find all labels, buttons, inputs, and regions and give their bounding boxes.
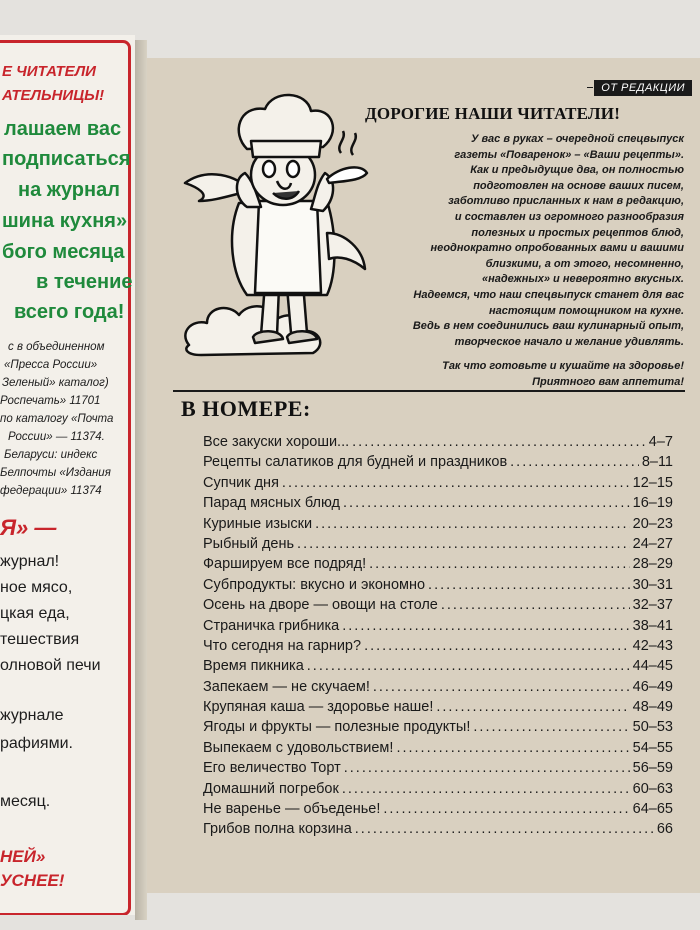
toc-item-title: Ягоды и фрукты — полезные продукты! bbox=[203, 719, 471, 736]
editorial-line: творческое начало и желание удивлять. bbox=[454, 335, 684, 348]
toc-item-pages: 8–11 bbox=[641, 454, 673, 471]
editorial-closing bbox=[354, 358, 684, 390]
editorial-line: настоящим помощником на кухне. bbox=[488, 304, 684, 317]
toc-item-title: Страничка грибника bbox=[203, 617, 340, 634]
toc-title: В НОМЕРЕ: bbox=[181, 396, 311, 421]
toc-item-leader bbox=[369, 556, 630, 572]
toc-item bbox=[203, 516, 673, 536]
toc-item-leader bbox=[510, 454, 639, 470]
left-body-line-10: месяц. bbox=[0, 793, 51, 810]
left-small-line-8: Белпочты «Издания bbox=[0, 467, 111, 479]
toc-item bbox=[203, 475, 673, 495]
toc-item-leader bbox=[428, 577, 630, 593]
left-green-line-5: бого месяца bbox=[2, 241, 125, 263]
toc-item-title: Домашний погребок bbox=[203, 780, 339, 797]
toc-item-title: Все закуски хороши... bbox=[203, 434, 350, 450]
toc-item-leader bbox=[373, 679, 630, 695]
section-tag: ОТ РЕДАКЦИИ bbox=[594, 80, 692, 96]
toc-item-leader bbox=[364, 638, 630, 654]
toc-item-pages: 66 bbox=[656, 821, 673, 838]
toc-item-pages: 30–31 bbox=[632, 576, 673, 593]
left-body-line-7: журнале bbox=[0, 707, 64, 724]
left-green-line-3: на журнал bbox=[18, 179, 120, 201]
toc-item-title: Рецепты салатиков для будней и праздников bbox=[203, 454, 508, 471]
toc-item-leader bbox=[383, 801, 629, 817]
left-bottom-line-2: УСНЕЕ! bbox=[0, 871, 65, 890]
toc-item-leader bbox=[315, 516, 630, 532]
toc-item-pages: 46–49 bbox=[632, 678, 673, 695]
left-body-line-2: ное мясо, bbox=[0, 579, 73, 596]
toc-item-title: Фаршируем все подряд! bbox=[203, 556, 367, 573]
editorial-line: газеты «Поваренок» – «Ваши рецепты». bbox=[454, 148, 684, 161]
editorial-line: неоднократно опробованных вами и вашими bbox=[430, 242, 684, 255]
toc-item bbox=[203, 597, 673, 617]
left-small-line-5: по каталогу «Почта bbox=[0, 413, 114, 425]
section-divider bbox=[173, 390, 685, 392]
toc-item bbox=[203, 781, 673, 801]
toc-item-pages: 24–27 bbox=[632, 535, 673, 552]
page-spine bbox=[135, 40, 147, 920]
toc-item-leader bbox=[344, 760, 630, 776]
toc-item-leader bbox=[436, 699, 629, 715]
toc-item-pages: 64–65 bbox=[632, 801, 673, 818]
left-green-line-2: подписаться bbox=[2, 148, 131, 170]
toc-item-pages: 56–59 bbox=[632, 760, 673, 777]
left-body-line-1: журнал! bbox=[0, 553, 60, 570]
toc-item bbox=[203, 719, 673, 739]
toc-item bbox=[203, 454, 673, 474]
section-tag-line bbox=[587, 87, 593, 88]
editorial-line: полезных и простых рецептов блюд, bbox=[471, 226, 684, 239]
toc-item-title: Грибов полна корзина bbox=[203, 821, 352, 838]
toc-item bbox=[203, 760, 673, 780]
toc-item-leader bbox=[307, 658, 630, 674]
toc-item-title: Его величество Торт bbox=[203, 760, 341, 777]
toc-item-pages: 50–53 bbox=[632, 719, 673, 736]
left-red-line-2: АТЕЛЬНИЦЫ! bbox=[2, 87, 105, 104]
editorial-closing-line: Приятного вам аппетита! bbox=[532, 376, 684, 388]
toc-item-title: Выпекаем с удовольствием! bbox=[203, 739, 394, 756]
toc-item-title: Время пикника bbox=[203, 658, 304, 675]
toc-item-title: Парад мясных блюд bbox=[203, 495, 341, 512]
toc-item-leader bbox=[297, 536, 630, 552]
toc-item-title: Супчик дня bbox=[203, 474, 279, 491]
left-small-line-1: с в объединенном bbox=[8, 341, 105, 353]
editorial-body bbox=[354, 132, 684, 350]
editorial-title: ДОРОГИЕ НАШИ ЧИТАТЕЛИ! bbox=[365, 104, 621, 123]
left-body-line-8: рафиями. bbox=[0, 735, 73, 752]
right-page bbox=[147, 58, 700, 893]
toc-item bbox=[203, 740, 673, 760]
left-body-line-5: олновой печи bbox=[0, 657, 101, 674]
toc-item-pages: 16–19 bbox=[632, 495, 673, 512]
left-small-line-7: Беларуси: индекс bbox=[4, 449, 98, 461]
left-red-line-1: Е ЧИТАТЕЛИ bbox=[2, 63, 96, 80]
left-body-line-4: тешествия bbox=[0, 631, 80, 648]
toc-item-leader bbox=[342, 781, 630, 797]
toc-item bbox=[203, 821, 673, 841]
toc-item-title: Не варенье — объеденье! bbox=[203, 801, 381, 818]
editorial-line: Как и предыдущие два, он полностью bbox=[470, 164, 684, 177]
toc-item-pages: 60–63 bbox=[632, 780, 673, 797]
toc-item-pages: 44–45 bbox=[632, 658, 673, 675]
left-small-line-3: Зеленый» каталог) bbox=[2, 377, 109, 389]
toc-item-leader bbox=[282, 475, 630, 491]
editorial-line: Ведь в нем соединились ваш кулинарный опыт, bbox=[412, 320, 684, 333]
toc-item-leader bbox=[352, 434, 646, 450]
left-green-line-4: шина кухня» bbox=[2, 210, 128, 232]
toc-item-title: Что сегодня на гарнир? bbox=[203, 637, 362, 654]
left-small-line-4: Роспечать» 11701 bbox=[0, 395, 101, 407]
left-bottom-line-1: НЕЙ» bbox=[0, 847, 46, 866]
toc-item bbox=[203, 638, 673, 658]
toc-item-pages: 4–7 bbox=[648, 434, 673, 450]
toc-item-leader bbox=[355, 821, 654, 837]
toc-item-title: Куриные изыски bbox=[203, 515, 313, 532]
toc-item-title: Субпродукты: вкусно и экономно bbox=[203, 576, 426, 593]
toc-item bbox=[203, 556, 673, 576]
editorial-line: близкими, а от этого, несомненно, bbox=[485, 257, 684, 270]
toc-item bbox=[203, 801, 673, 821]
left-green-line-1: лашаем вас bbox=[4, 118, 122, 140]
left-green-line-6: в течение bbox=[36, 271, 133, 293]
toc-item-leader bbox=[396, 740, 629, 756]
toc-item bbox=[203, 699, 673, 719]
left-page bbox=[0, 35, 135, 915]
editorial-closing-line: Так что готовьте и кушайте на здоровье! bbox=[442, 360, 684, 372]
toc-item bbox=[203, 658, 673, 678]
toc-item-title: Запекаем — не скучаем! bbox=[203, 678, 370, 695]
toc-item bbox=[203, 495, 673, 515]
editorial-line: подготовлен на основе ваших писем, bbox=[473, 179, 684, 192]
toc-item-pages: 32–37 bbox=[632, 597, 673, 614]
left-green-line-7: всего года! bbox=[14, 301, 125, 323]
toc-item-pages: 20–23 bbox=[632, 515, 673, 532]
toc-item bbox=[203, 679, 673, 699]
toc-list bbox=[203, 434, 673, 842]
toc-item-leader bbox=[343, 495, 630, 511]
toc-item-pages: 42–43 bbox=[632, 637, 673, 654]
left-small-line-2: «Пресса России» bbox=[4, 359, 98, 371]
editorial-line: «надежных» и невероятно вкусных. bbox=[481, 273, 684, 286]
editorial-line: и составлен из огромного разнообразия bbox=[454, 210, 684, 223]
toc-item-leader bbox=[473, 719, 629, 735]
toc-item-title: Рыбный день bbox=[203, 535, 295, 552]
toc-item-pages: 38–41 bbox=[632, 617, 673, 634]
toc-item bbox=[203, 434, 673, 454]
left-body-line-3: цкая еда, bbox=[0, 605, 70, 622]
toc-item bbox=[203, 577, 673, 597]
left-small-line-9: федерации» 11374 bbox=[0, 485, 102, 497]
left-red-heading: Я» — bbox=[0, 515, 57, 540]
chef-illustration bbox=[177, 83, 377, 363]
toc-item-leader bbox=[441, 597, 630, 613]
toc-item-pages: 54–55 bbox=[632, 739, 673, 756]
toc-item bbox=[203, 536, 673, 556]
editorial-line: заботливо присланных к нам в редакцию, bbox=[448, 195, 684, 208]
toc-item-leader bbox=[342, 618, 629, 634]
editorial-line: У вас в руках – очередной спецвыпуск bbox=[471, 133, 684, 145]
toc-item-pages: 28–29 bbox=[632, 556, 673, 573]
toc-item-pages: 48–49 bbox=[632, 699, 673, 716]
left-small-line-6: России» — 11374. bbox=[8, 431, 105, 443]
editorial-line: Надеемся, что наш спецвыпуск станет для вас bbox=[413, 288, 684, 301]
toc-item-title: Осень на дворе — овощи на столе bbox=[203, 597, 438, 614]
toc-item bbox=[203, 618, 673, 638]
toc-item-title: Крупяная каша — здоровье наше! bbox=[203, 699, 434, 716]
toc-item-pages: 12–15 bbox=[632, 474, 673, 491]
